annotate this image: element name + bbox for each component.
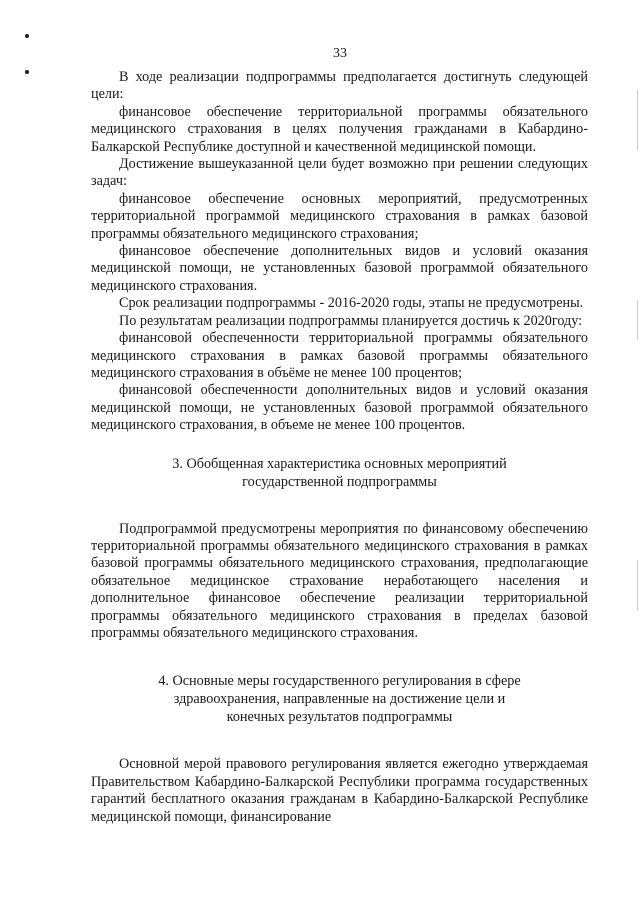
section-4-paragraph: Основной мерой правового регулирования является ежегодно утверждаемая Правительством Кабардино-Балкарской Республики программа государственных гарантий бесплатного оказания гражданам в Кабардино-Балкарской Республике медицинской помощи, финансирование xyxy=(91,756,588,825)
scan-edge-mark xyxy=(637,560,638,610)
margin-dot xyxy=(25,34,29,38)
paragraph: финансовое обеспечение основных мероприятий, предусмотренных территориальной программой медицинского страхования в рамках базовой программы обязательного медицинского страхования; xyxy=(91,190,588,242)
paragraph: финансовое обеспечение территориальной программы обязательного медицинского страхования в целях получения гражданами в Кабардино-Балкарской Республике доступной и качественной медицинской помощи. xyxy=(91,103,588,155)
margin-dot xyxy=(25,70,29,74)
scan-edge-mark xyxy=(637,300,638,340)
paragraph: Достижение вышеуказанной цели будет возможно при решении следующих задач: xyxy=(91,156,588,190)
section-3-heading-line: государственной подпрограммы xyxy=(242,473,437,490)
page-number: 33 xyxy=(333,46,347,61)
section-4-heading-line: здравоохранения, направленные на достижение цели и xyxy=(173,691,506,708)
paragraph: финансовое обеспечение дополнительных видов и условий оказания медицинской помощи, не установленных базовой программой обязательного медицинского страхования. xyxy=(91,243,588,294)
paragraph: Срок реализации подпрограммы - 2016-2020 годы, этапы не предусмотрены. xyxy=(119,295,584,312)
document-body xyxy=(91,69,588,826)
paragraph: В ходе реализации подпрограммы предполагается достигнуть следующей цели: xyxy=(91,69,588,103)
section-3-heading xyxy=(91,455,588,491)
section-4-heading xyxy=(91,672,588,726)
section-4-heading-line: 4. Основные меры государственного регулирования в сфере xyxy=(158,673,521,690)
scan-edge-mark xyxy=(637,90,638,150)
section-3-heading-line: 3. Обобщенная характеристика основных мероприятий xyxy=(172,455,507,472)
section-3-paragraph: Подпрограммой предусмотрены мероприятия по финансовому обеспечению территориальной программы обязательного медицинского страхования в рамках базовой программы обязательного медицинского страхования, предполагающие обязательное медицинское страхование неработающего населения и дополнительное финансовое обеспечение реализации территориальной программы обязательного медицинского страхования в пределах базовой программы обязательного медицинского страхования. xyxy=(91,520,588,641)
paragraph: финансовой обеспеченности территориальной программы обязательного медицинского страхования в рамках базовой программы обязательного медицинского страхования в объёме не менее 100 процентов; xyxy=(91,330,588,381)
paragraph: По результатам реализации подпрограммы планируется достичь к 2020году: xyxy=(119,312,583,329)
paragraph: финансовой обеспеченности дополнительных видов и условий оказания медицинской помощи, не установленных базовой программой обязательного медицинского страхования, в объеме не менее 100 процентов. xyxy=(91,382,588,434)
section-4-heading-line: конечных результатов подпрограммы xyxy=(226,709,453,726)
